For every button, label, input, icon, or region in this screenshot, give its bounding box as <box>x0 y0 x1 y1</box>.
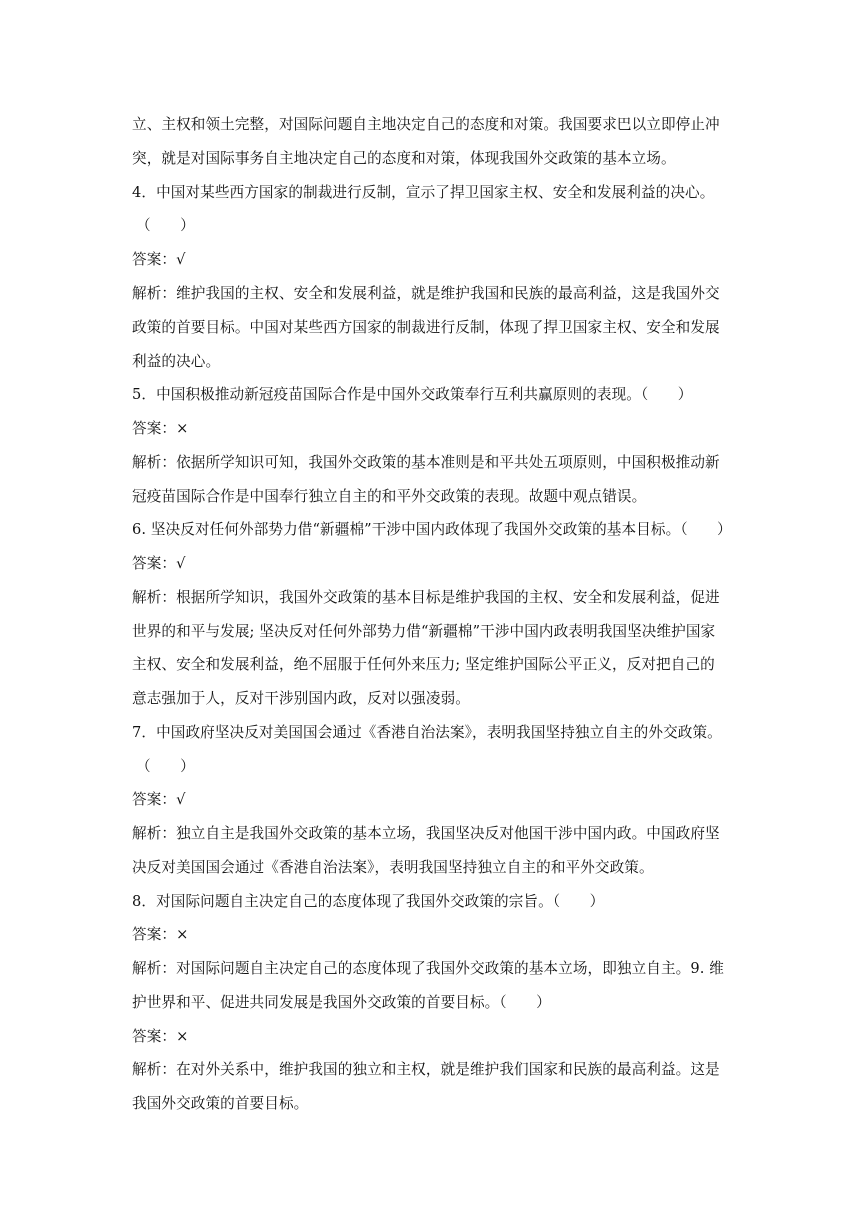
explanation-line: 解析：对国际问题自主决定自己的态度体现了我国外交政策的基本立场，即独立自主。9. 维 <box>132 960 724 977</box>
explanation-line: 主权、安全和发展利益，绝不屈服于任何外来压力; 坚定维护国际公平正义，反对把自己的 <box>132 656 715 673</box>
question-6: 6. 坚决反对任何外部势力借“新疆棉”干涉中国内政体现了我国外交政策的基本目标。（ ） <box>132 521 732 538</box>
explanation-line: 意志强加于人，反对干涉别国内政，反对以强凌弱。 <box>132 690 470 707</box>
text-line: 突，就是对国际事务自主地决定自己的态度和对策，体现我国外交政策的基本立场。 <box>132 150 676 167</box>
explanation-line: 政策的首要目标。中国对某些西方国家的制裁进行反制，体现了捍卫国家主权、安全和发展 <box>132 319 720 336</box>
answer-blank: （ ） <box>136 758 195 775</box>
question-5: 5．中国积极推动新冠疫苗国际合作是中国外交政策奉行互利共赢原则的表现。（ ） <box>132 386 693 403</box>
answer-label: 答案：√ <box>132 251 186 268</box>
answer-label: 答案：√ <box>132 555 186 572</box>
explanation-line: 解析：在对外关系中，维护我国的独立和主权，就是维护我们国家和民族的最高利益。这是 <box>132 1061 720 1078</box>
question-4: 4．中国对某些西方国家的制裁进行反制，宣示了捍卫国家主权、安全和发展利益的决心。 <box>132 184 715 201</box>
answer-blank: （ ） <box>136 217 195 234</box>
explanation-line: 解析：根据所学知识，我国外交政策的基本目标是维护我国的主权、安全和发展利益，促进 <box>132 589 720 606</box>
explanation-line: 解析：维护我国的主权、安全和发展利益，就是维护我国和民族的最高利益，这是我国外交 <box>132 285 720 302</box>
question-9: 护世界和平、促进共同发展是我国外交政策的首要目标。（ ） <box>132 994 551 1011</box>
explanation-line: 决反对美国国会通过《香港自治法案》，表明我国坚持独立自主的和平外交政策。 <box>132 859 654 876</box>
answer-label: 答案：× <box>132 1028 189 1045</box>
explanation-line: 冠疫苗国际合作是中国奉行独立自主的和平外交政策的表现。故题中观点错误。 <box>132 488 647 505</box>
explanation-line: 世界的和平与发展; 坚决反对任何外部势力借“新疆棉”干涉中国内政表明我国坚决维护国家 <box>132 623 716 640</box>
question-8: 8．对国际问题自主决定自己的态度体现了我国外交政策的宗旨。（ ） <box>132 893 605 910</box>
answer-label: 答案：× <box>132 926 189 943</box>
answer-label: 答案：√ <box>132 791 186 808</box>
text-line: 立、主权和领土完整，对国际问题自主地决定自己的态度和对策。我国要求巴以立即停止冲 <box>132 116 720 133</box>
explanation-line: 解析：独立自主是我国外交政策的基本立场，我国坚决反对他国干涉中国内政。中国政府坚 <box>132 825 720 842</box>
explanation-line: 利益的决心。 <box>132 353 221 370</box>
explanation-line: 我国外交政策的首要目标。 <box>132 1095 309 1112</box>
answer-label: 答案：× <box>132 420 189 437</box>
explanation-line: 解析：依据所学知识可知，我国外交政策的基本准则是和平共处五项原则，中国积极推动新 <box>132 454 720 471</box>
question-7: 7．中国政府坚决反对美国国会通过《香港自治法案》，表明我国坚持独立自主的外交政策。 <box>132 724 722 741</box>
